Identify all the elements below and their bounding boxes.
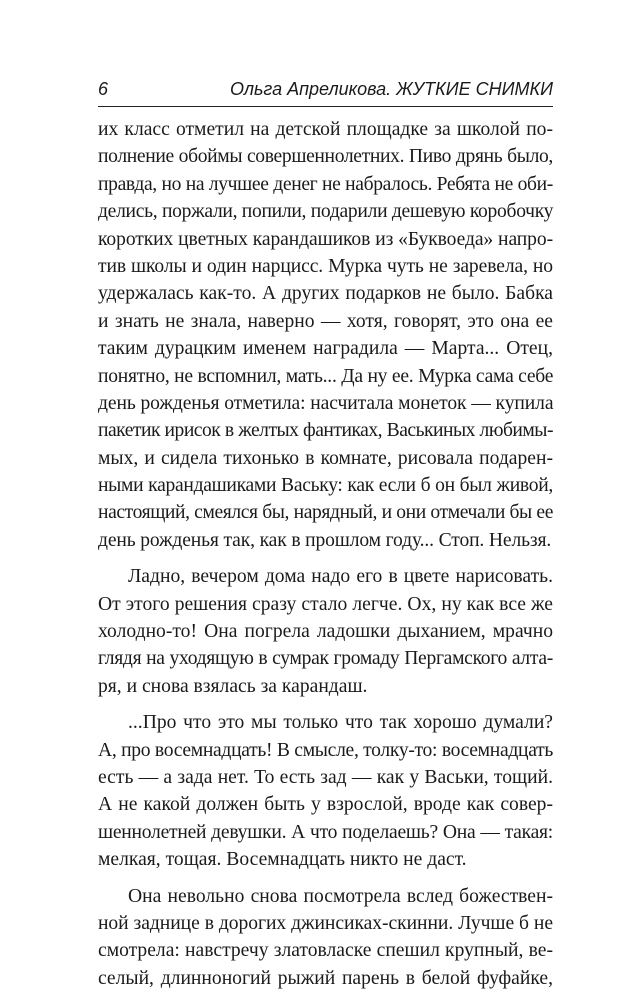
text-line: Она невольно снова посмотрела вслед божествен- bbox=[128, 885, 553, 907]
text-line: есть — а зада нет. То есть зад — как у Васьки, тощий. bbox=[98, 766, 553, 788]
text-line: ными карандашиками Ваську: как если б он был живой, bbox=[98, 475, 553, 497]
text-line: настоящий, смеялся бы, нарядный, и они отмечали бы ее bbox=[98, 502, 553, 524]
paragraph-gap bbox=[98, 700, 553, 709]
text-line: мелкая, тощая. Восемнадцать никто не даст. bbox=[98, 849, 467, 871]
text-line: правда, но на лучшее денег не набралось. Ребята не оби- bbox=[98, 173, 553, 195]
text-line: таким дурацким именем наградила — Марта... Отец, bbox=[98, 338, 553, 360]
text-line: пакетик ирисок в желтых фантиках, Васькиных любимы- bbox=[98, 420, 553, 442]
paragraph-gap bbox=[98, 874, 553, 883]
text-line: день рожденья отметила: насчитала монеток — купила bbox=[98, 392, 554, 414]
body-text bbox=[98, 116, 553, 992]
text-line: холодно-то! Она погрела ладошки дыханием, мрачно bbox=[98, 621, 553, 643]
paragraph bbox=[98, 116, 553, 554]
text-line: тив школы и один нарцисс. Мурка чуть не заревела, но bbox=[98, 255, 553, 277]
text-line: смотрела: навстречу златовласке спешил крупный, ве- bbox=[98, 940, 553, 962]
paragraph bbox=[98, 563, 553, 700]
text-line: делись, поржали, попили, подарили дешевую коробочку bbox=[98, 201, 554, 223]
paragraph-gap bbox=[98, 554, 553, 563]
paragraph bbox=[98, 883, 553, 993]
text-line: глядя на уходящую в сумрак громаду Пергамского алта- bbox=[98, 648, 553, 670]
text-line: ...Про что это мы только что так хорошо думали? bbox=[128, 712, 553, 734]
text-line: и знать не знала, наверно — хотя, говорят, это она ее bbox=[98, 310, 553, 332]
text-line: удержалась как-то. А других подарков не было. Бабка bbox=[98, 283, 553, 305]
running-title: Ольга Апреликова. ЖУТКИЕ СНИМКИ bbox=[230, 79, 553, 99]
text-line: мых, и сидела тихонько в комнате, рисовала подарен- bbox=[98, 447, 553, 469]
paragraph bbox=[98, 709, 553, 873]
text-line: ря, и снова взялась за карандаш. bbox=[98, 675, 368, 697]
text-line: день рожденья так, как в прошлом году... Стоп. Нельзя. bbox=[98, 529, 552, 551]
text-line: полнение обоймы совершеннолетних. Пиво дрянь было, bbox=[98, 146, 553, 168]
text-line: Ладно, вечером дома надо его в цвете нарисовать. bbox=[128, 566, 553, 588]
page-number: 6 bbox=[98, 79, 109, 99]
text-line: их класс отметил на детской площадке за школой по- bbox=[98, 119, 553, 140]
text-line: коротких цветных карандашиков из «Буквоеда» напро- bbox=[98, 228, 553, 250]
header-rule bbox=[98, 106, 553, 107]
text-line: А не какой должен быть у взрослой, вроде как совер- bbox=[98, 794, 553, 816]
text-line: ной заднице в дорогих джинсиках-скинни. Лучше б не bbox=[98, 912, 553, 934]
text-line: понятно, не вспомнил, мать... Да ну ее. Мурка сама себе bbox=[98, 365, 554, 387]
text-line: шеннолетней девушки. А что поделаешь? Она — такая: bbox=[98, 821, 553, 843]
running-header bbox=[98, 78, 553, 104]
text-line: селый, длинноногий рыжий парень в белой фуфайке, bbox=[98, 967, 553, 989]
text-line: От этого решения сразу стало легче. Ох, ну как все же bbox=[98, 593, 553, 615]
text-line: А, про восемнадцать! В смысле, толку-то: восемнадцать bbox=[98, 739, 553, 761]
